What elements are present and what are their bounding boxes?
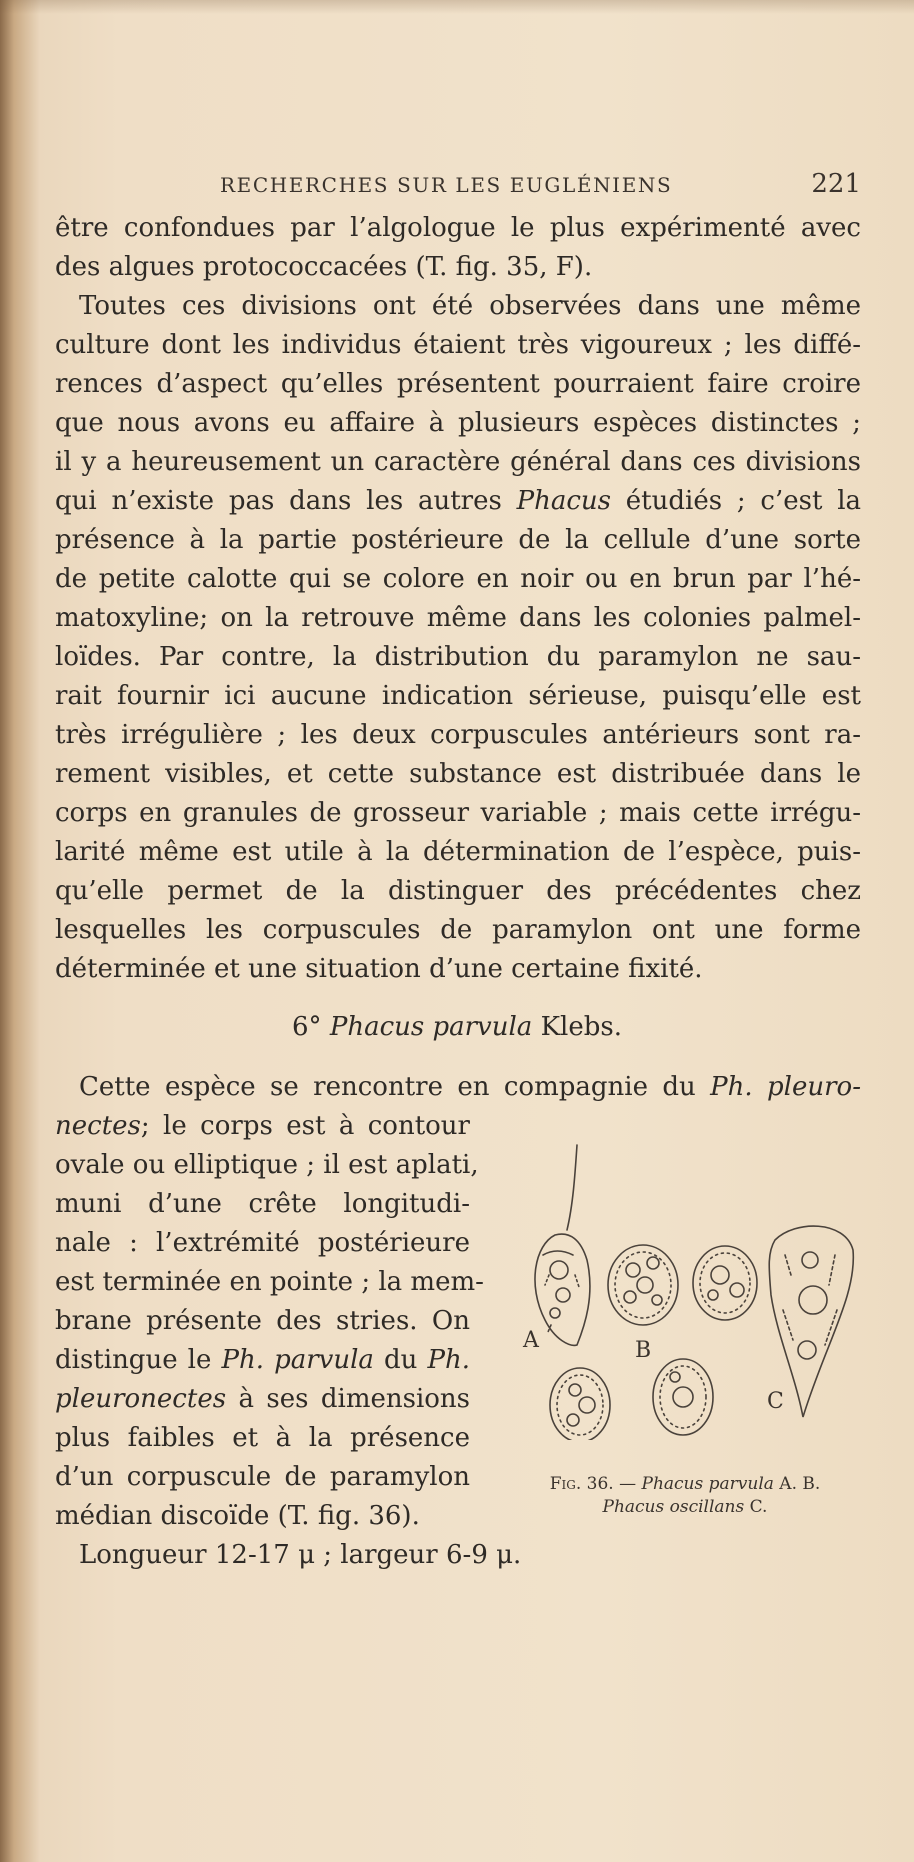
text-line-mixed: [55, 1070, 861, 1104]
text-line: médian discoïde (T. fig. 36).: [55, 1501, 420, 1531]
text-line: matoxyline; on la retrouve même dans les colonies palmel-: [55, 603, 861, 633]
text-line: nale : l’extrémité postérieure: [55, 1228, 470, 1258]
text-line: très irrégulière ; les deux corpuscules antérieurs sont ra-: [55, 720, 861, 750]
text-line: que nous avons eu affaire à plusieurs espèces distinctes ;: [55, 408, 861, 438]
text-line: est terminée en pointe ; la mem-: [55, 1267, 484, 1297]
species-name: Phacus parvula: [329, 1012, 533, 1042]
text-line-mixed: [55, 1382, 470, 1416]
caption-ref: C.: [749, 1497, 768, 1517]
figure-label-b: B: [635, 1338, 652, 1363]
text-line: plus faibles et à la présence: [55, 1423, 470, 1453]
text-line: larité même est utile à la détermination de l’espèce, puis-: [55, 837, 861, 867]
text-segment: à ses dimensions: [238, 1384, 471, 1414]
caption-species: Phacus parvula: [641, 1474, 774, 1494]
cell-b4: [653, 1359, 713, 1435]
species-author: Klebs.: [540, 1012, 622, 1042]
text-line: culture dont les individus étaient très vigoureux ; les diffé-: [55, 330, 861, 360]
text-line: Toutes ces divisions ont été observées dans une même: [79, 291, 861, 321]
text-line: rences d’aspect qu’elles présentent pourraient faire croire: [55, 369, 861, 399]
text-line-mixed: [55, 484, 861, 518]
text-line: Longueur 12-17 μ ; largeur 6-9 μ.: [79, 1540, 522, 1570]
text-line: des algues protococcacées (T. fig. 35, F).: [55, 252, 593, 282]
figure-caption-line1: [505, 1473, 865, 1495]
text-line: muni d’une crête longitudi-: [55, 1189, 470, 1219]
text-line-mixed: [55, 1343, 470, 1377]
taxon-name: Ph. pleuro-: [710, 1072, 861, 1102]
caption-dash: —: [619, 1474, 637, 1494]
text-line: ovale ou elliptique ; il est aplati,: [55, 1150, 479, 1180]
text-segment: qui n’existe pas dans les autres: [55, 486, 502, 516]
text-line: rait fournir ici aucune indication sérieuse, puisqu’elle est: [55, 681, 861, 711]
text-line: lesquelles les corpuscules de paramylon ont une forme: [55, 915, 861, 945]
text-segment: du: [384, 1345, 418, 1375]
text-line: rement visibles, et cette substance est distribuée dans le: [55, 759, 861, 789]
text-segment: Cette espèce se rencontre en compagnie du: [79, 1072, 696, 1102]
figure-label-c: C: [767, 1389, 784, 1414]
figure-36-illustration: [515, 1135, 861, 1440]
caption-ref: A. B.: [779, 1474, 821, 1494]
text-line: il y a heureusement un caractère général dans ces divisions: [55, 447, 861, 477]
text-line: de petite calotte qui se colore en noir ou en brun par l’hé-: [55, 564, 861, 594]
text-line-mixed: [55, 1109, 470, 1143]
figure-number: Fig. 36.: [549, 1474, 614, 1494]
cell-a-flagellum: [567, 1145, 577, 1230]
text-line: brane présente des stries. On: [55, 1306, 470, 1336]
section-heading: [0, 1010, 914, 1044]
text-line: être confondues par l’algologue le plus expérimenté avec: [55, 213, 861, 243]
taxon-name: Ph.: [427, 1345, 470, 1375]
text-segment: ; le corps est à contour: [140, 1111, 470, 1141]
cell-b1: [608, 1245, 678, 1325]
figure-label-a: A: [523, 1328, 539, 1353]
text-segment: distingue le: [55, 1345, 212, 1375]
text-line: d’un corpuscule de paramylon: [55, 1462, 470, 1492]
taxon-name: Phacus: [516, 486, 611, 516]
cell-b3: [550, 1368, 610, 1440]
taxon-name: Ph. parvula: [221, 1345, 374, 1375]
text-line: loïdes. Par contre, la distribution du paramylon ne sau-: [55, 642, 861, 672]
section-number: 6°: [292, 1012, 322, 1042]
phacus-drawing: [515, 1135, 861, 1440]
text-segment: étudiés ; c’est la: [625, 486, 862, 516]
text-line: présence à la partie postérieure de la cellule d’une sorte: [55, 525, 861, 555]
page-number: 221: [811, 169, 861, 199]
text-line: déterminée et une situation d’une certaine fixité.: [55, 954, 703, 984]
taxon-name: nectes: [55, 1111, 141, 1141]
page-header: [55, 169, 861, 203]
taxon-name: pleuronectes: [55, 1384, 227, 1414]
running-title: RECHERCHES SUR LES EUGLÉNIENS: [220, 173, 673, 197]
caption-species: Phacus oscillans: [602, 1497, 745, 1517]
text-line: qu’elle permet de la distinguer des précédentes chez: [55, 876, 861, 906]
text-line: corps en granules de grosseur variable ; mais cette irrégu-: [55, 798, 861, 828]
figure-caption-line2: [505, 1496, 865, 1518]
